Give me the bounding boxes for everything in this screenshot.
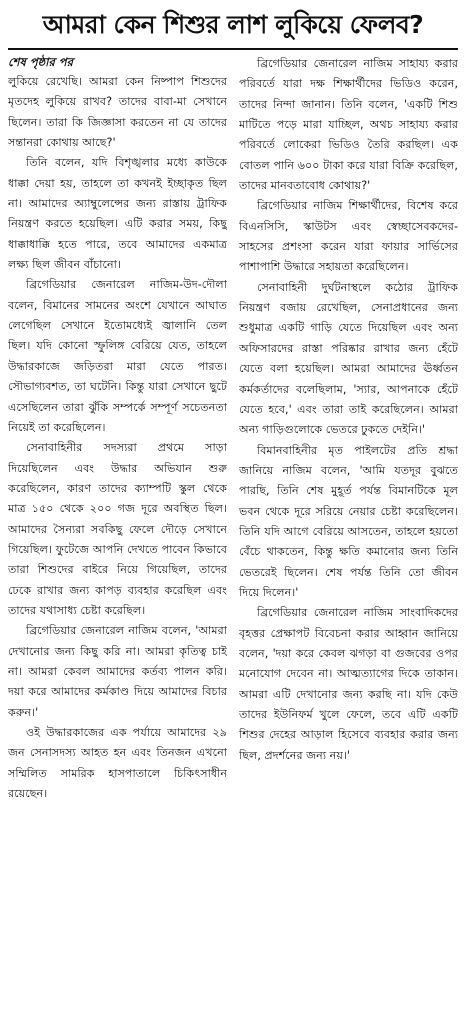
paragraph: তিনি বলেন, যদি বিশৃঙ্খলার মধ্যে কাউকে ধাক্কা দেয়া হয়, তাহলে তা কখনই ইচ্ছাকৃত ছিল না। আমাদের অ্যাম্বুলেন্সের জন্য রাস্তায় ট্রাফিক নিয়ন্ত্রণ করতে হয়েছিল। এটি করার সময়, কিছু ধাক্কাধাক্কি হতে পারে, তবে আমাদের একমাত্র লক্ষ্য ছিল জীবন বাঁচানো।	[8, 156, 227, 272]
paragraph: ব্রিগেডিয়ার জেনারেল নাজিম সাংবাদিকদের বৃহত্তর প্রেক্ষাপট বিবেচনা করার আহ্বান জানিয়ে বলেন, 'দয়া করে কেবল ঝগড়া বা গুজবের ওপর মনোযোগ দেবেন না। আত্মত্যাগের দিকে তাকান। আমরা এটি দেখানোর জন্য করছি না। যদি কেউ তাদের ইউনিফর্ম খুলে ফেলে, তবে এটি একটি শিশুর দেহের আড়াল হিসেবে ব্যবহার করার জন্য ছিল, প্রদর্শনের জন্য নয়।'	[239, 606, 458, 762]
article-columns	[8, 54, 458, 1024]
left-column	[8, 54, 227, 1024]
paragraph: ব্রিগেডিয়ার নাজিম শিক্ষার্থীদের, বিশেষ করে বিএনসিসি, স্কাউটস এবং স্বেচ্ছাসেবকদের- সাহসের প্রশংসা করেন যারা ফায়ার সার্ভিসের পাশাপাশি উদ্ধারে সহায়তা করেছিলেন।	[239, 199, 458, 274]
paragraph: ওই উদ্ধারকাজের এক পর্যায়ে আমাদের ২৯ জন সেনাসদস্য আহত হন এবং তিনজন এখনো সম্মিলিত সামরিক হাসপাতালে চিকিৎসাধীন রয়েছেন।	[8, 726, 227, 801]
article-headline: আমরা কেন শিশুর লাশ লুকিয়ে ফেলব?	[42, 10, 424, 39]
continued-label: শেষ পৃষ্ঠার পর	[8, 55, 73, 69]
headline-rule	[8, 48, 458, 50]
right-column	[239, 54, 458, 1024]
paragraph: বিমানবাহিনীর মৃত পাইলটের প্রতি শ্রদ্ধা জানিয়ে নাজিম বলেন, 'আমি যতদূর বুঝতে পারছি, তিনি শেষ মুহূর্ত পর্যন্ত বিমানটিকে মূল ভবন থেকে দূরে সরিয়ে নেয়ার চেষ্টা করেছিলেন। তিনি যদি আগে বেরিয়ে আসতেন, তাহলে হয়তো বেঁচে থাকতেন, কিন্তু ক্ষতি কমানোর জন্য তিনি ভেতরেই ছিলেন। শেষ পর্যন্ত তিনি তো জীবন দিয়ে দিলেন।'	[239, 443, 458, 599]
paragraph: লুকিয়ে রেখেছি। আমরা কেন নিষ্পাপ শিশুদের মৃতদেহ লুকিয়ে রাখব? তাদের বাবা-মা সেখানে ছিলেন। তারা কি জিজ্ঞাসা করতেন না যে তাদের সন্তানরা কোথায় আছে?'	[8, 75, 227, 150]
paragraph: সেনাবাহিনীর সদস্যরা প্রথমে সাড়া দিয়েছিলেন এবং উদ্ধার অভিযান শুরু করেছিলেন, কারণ তাদের ক্যাম্পটি স্কুল থেকে মাত্র ১৫০ থেকে ২০০ গজ দূরে অবস্থিত ছিল। আমাদের সৈন্যরা সবকিছু ফেলে দৌড়ে সেখানে গিয়েছিল। ফুটেজে আপনি দেখতে পাবেন কিভাবে তারা শিশুদের বাইরে নিয়ে গিয়েছিল, তাদের ঢেকে রাখার জন্য কাপড় ব্যবহার করেছিল এবং তাদের যথাসাধ্য চেষ্টা করেছিল।	[8, 441, 227, 617]
paragraph: ব্রিগেডিয়ার জেনারেল নাজিম-উদ-দৌলা বলেন, বিমানের সামনের অংশে যেখানে আঘাত লেগেছিল সেখানে ইতোমধ্যেই জ্বালানি তেল ছিল। যদি কোনো স্ফুলিঙ্গ বেরিয়ে যেত, তাহলে উদ্ধারকাজে জড়িতরা মারা যেতে পারত। সৌভাগ্যবশত, তা ঘটেনি। কিন্তু যারা সেখানে ছুটে এসেছিলেন তারা ঝুঁকি সম্পর্কে সম্পূর্ণ সচেতনতা নিয়েই তা করেছিলেন।	[8, 278, 227, 434]
paragraph: ব্রিগেডিয়ার জেনারেল নাজিম বলেন, 'আমরা দেখানোর জন্য কিছু করি না। আমরা কৃতিত্ব চাই না। আমরা কেবল আমাদের কর্তব্য পালন করি। দয়া করে আমাদের কর্মকাণ্ড দিয়ে আমাদের বিচার করুন।'	[8, 624, 227, 719]
paragraph: ব্রিগেডিয়ার জেনারেল নাজিম সাহায্য করার পরিবর্তে যারা দক্ষ শিক্ষার্থীদের ভিডিও করেন, তাদের নিন্দা জানান। তিনি বলেন, 'একটি শিশু মাটিতে পড়ে মারা যাচ্ছিল, অথচ সাহায্য করার পরিবর্তে লোকেরা ভিডিও তৈরি করছিল। এক বোতল পানি ৬০০ টাকা করে যারা বিক্রি করেছিল, তাদের মানবতাবোধ কোথায়?'	[239, 57, 458, 193]
paragraph: সেনাবাহিনী দুর্ঘটনাস্থলে কঠোর ট্রাফিক নিয়ন্ত্রণ বজায় রেখেছিল, সেনাপ্রধানের জন্য শুধুমাত্র একটি গাড়ি যেতে দিয়েছিল এবং অন্য অফিসারদের রাস্তা পরিষ্কার রাখার জন্য হেঁটে যেতে বলা হয়েছিল। আমরা আমাদের ঊর্ধ্বতন কর্মকর্তাদের বলেছিলাম, 'স্যার, আপনাকে হেঁটে যেতে হবে,' এবং তারা তাই করেছিলেন। আমরা অন্য গাড়িগুলোকে ভেতরে ঢুকতে দেইনি।'	[239, 280, 458, 437]
